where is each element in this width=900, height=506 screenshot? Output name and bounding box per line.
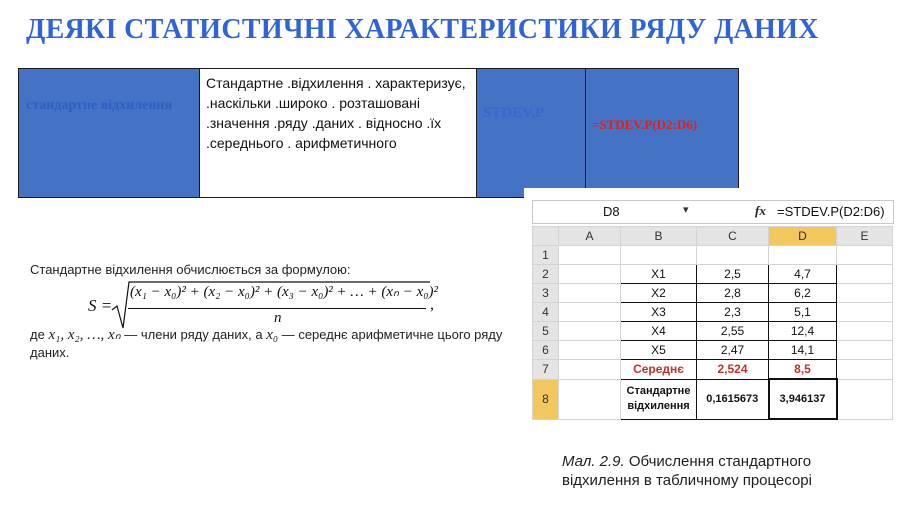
row-header[interactable]: 3 [533, 284, 559, 303]
desc-prefix: де [30, 327, 45, 342]
cell[interactable]: 2,47 [697, 341, 769, 360]
desc-suffix: — середнє арифметичне цього ряду даних. [30, 327, 503, 360]
row-header[interactable]: 7 [533, 360, 559, 380]
cell[interactable] [837, 303, 893, 322]
table-row [533, 284, 893, 303]
term-cell [19, 69, 200, 198]
cell[interactable] [559, 379, 621, 419]
row-header[interactable]: 1 [533, 246, 559, 265]
cell[interactable]: 14,1 [769, 341, 837, 360]
cell[interactable] [559, 284, 621, 303]
caption-line1: Обчислення стандартного [628, 453, 812, 470]
cell[interactable] [837, 322, 893, 341]
function-cell [477, 69, 586, 198]
cell[interactable] [621, 246, 697, 265]
cell[interactable] [837, 360, 893, 380]
cell[interactable]: X1 [621, 265, 697, 284]
row-header-selected[interactable]: 8 [533, 379, 559, 419]
active-cell[interactable]: 3,946137 [769, 379, 837, 419]
cell[interactable] [559, 341, 621, 360]
row-header[interactable]: 2 [533, 265, 559, 284]
row-header[interactable]: 5 [533, 322, 559, 341]
cell[interactable]: X3 [621, 303, 697, 322]
cell[interactable]: X4 [621, 322, 697, 341]
cell[interactable]: 8,5 [769, 360, 837, 380]
description-cell [200, 69, 477, 198]
desc-vars: x₁, x₂, …, xₙ [48, 327, 121, 343]
formula-input[interactable]: =STDEV.P(D2:D6) [777, 204, 885, 219]
spreadsheet-grid [532, 226, 893, 420]
row-header[interactable]: 6 [533, 341, 559, 360]
cell[interactable]: Стандартне відхилення [621, 379, 697, 419]
cell[interactable] [559, 303, 621, 322]
column-header[interactable]: B [621, 227, 697, 246]
formula-intro: Стандартне відхилення обчислюється за формулою: [30, 262, 351, 277]
table-row [533, 379, 893, 419]
description-text: Стандартне .відхилення . характеризує, .наскільки .широко . розташовані .значення .ряду .даних . відносно .їх .середнього . арифметичного [206, 75, 466, 151]
name-box[interactable]: D8 [603, 204, 620, 219]
table-row [533, 322, 893, 341]
cell[interactable] [837, 341, 893, 360]
chevron-down-icon[interactable]: ▾ [683, 204, 689, 216]
formula-bar [532, 200, 894, 224]
cell[interactable]: 2,524 [697, 360, 769, 380]
column-header[interactable]: E [837, 227, 893, 246]
cell[interactable] [837, 379, 893, 419]
example-cell [586, 69, 739, 198]
cell[interactable]: 5,1 [769, 303, 837, 322]
cell[interactable] [559, 322, 621, 341]
cell[interactable]: X2 [621, 284, 697, 303]
table-row [533, 360, 893, 380]
desc-mid: — члени ряду даних, а [124, 327, 263, 342]
cell[interactable] [837, 265, 893, 284]
formula-denominator: n [274, 310, 282, 326]
table-row [533, 265, 893, 284]
fraction-bar [128, 308, 426, 309]
cell[interactable]: 0,1615673 [697, 379, 769, 419]
column-header[interactable]: A [559, 227, 621, 246]
definition-table [18, 68, 739, 198]
table-row [533, 303, 893, 322]
cell[interactable] [769, 246, 837, 265]
term-label: стандартне відхилення [26, 98, 173, 113]
column-header[interactable]: C [697, 227, 769, 246]
cell[interactable]: 12,4 [769, 322, 837, 341]
function-name: STDEV.P [483, 105, 544, 121]
figure-caption [562, 452, 812, 490]
caption-line2: відхилення в табличному процесорі [562, 472, 812, 489]
table-row [533, 341, 893, 360]
row-header[interactable]: 4 [533, 303, 559, 322]
cell[interactable]: 2,55 [697, 322, 769, 341]
formula-numerator: (x₁ − x₀)² + (x₂ − x₀)² + (x₃ − x₀)² + … + (xₙ − x₀)² [130, 284, 439, 300]
cell[interactable]: 2,5 [697, 265, 769, 284]
column-header-selected[interactable]: D [769, 227, 837, 246]
caption-label: Мал. 2.9. [562, 453, 625, 470]
cell[interactable]: 4,7 [769, 265, 837, 284]
cell[interactable] [697, 246, 769, 265]
cell[interactable]: 6,2 [769, 284, 837, 303]
cell[interactable]: Середнє [621, 360, 697, 380]
cell[interactable] [837, 246, 893, 265]
formula-comma: , [430, 296, 434, 313]
cell[interactable]: 2,8 [697, 284, 769, 303]
cell[interactable] [559, 360, 621, 380]
formula-lhs: S = [88, 296, 113, 315]
corner-cell[interactable] [533, 227, 559, 246]
page-title: ДЕЯКІ СТАТИСТИЧНІ ХАРАКТЕРИСТИКИ РЯДУ ДАНИХ [26, 14, 819, 45]
cell[interactable] [559, 246, 621, 265]
table-row [533, 246, 893, 265]
cell[interactable] [837, 284, 893, 303]
cell[interactable] [559, 265, 621, 284]
cell[interactable]: 2,3 [697, 303, 769, 322]
desc-x0: x₀ [266, 327, 279, 343]
cell[interactable]: X5 [621, 341, 697, 360]
fx-icon[interactable]: fx [755, 203, 766, 218]
example-formula: =STDEV.P(D2:D6) [592, 117, 698, 132]
formula-description [30, 326, 530, 362]
